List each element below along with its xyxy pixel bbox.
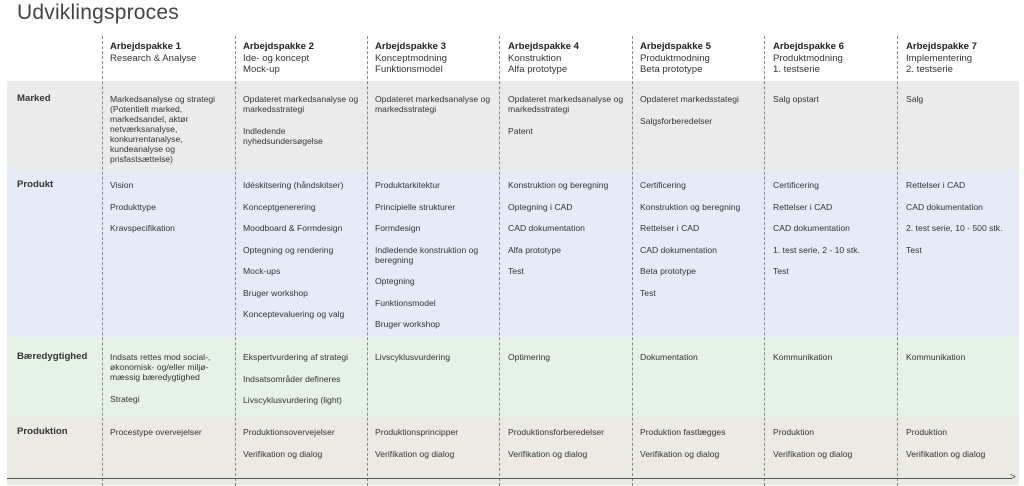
cell-item: CAD dokumentation bbox=[773, 223, 850, 233]
cell-item: Rettelser i CAD bbox=[906, 180, 966, 190]
column-header bbox=[375, 41, 503, 76]
work-package-subtitle: 2. testserie bbox=[906, 64, 953, 75]
cell-item: Livscyklusvurdering (light) bbox=[243, 395, 342, 405]
column-header bbox=[508, 41, 636, 76]
work-package-title: Arbejdspakke 3 bbox=[375, 41, 446, 52]
cell-item: Bruger workshop bbox=[243, 287, 308, 298]
column-header bbox=[640, 41, 768, 76]
cell-item: Rettelser i CAD bbox=[773, 201, 833, 212]
cell-item: Indledende nyhedsundersøgelse bbox=[243, 125, 323, 146]
cell-item: Salg bbox=[906, 94, 924, 104]
cell-item: Moodboard & Formdesign bbox=[243, 223, 343, 233]
column-divider bbox=[235, 36, 236, 486]
column-divider bbox=[499, 36, 500, 486]
column-divider bbox=[764, 36, 765, 486]
cell-item: Livscyklusvurdering bbox=[375, 352, 450, 362]
work-package-title: Arbejdspakke 6 bbox=[773, 41, 844, 52]
cell-item: Salgsforberedelser bbox=[640, 115, 713, 126]
cell-item: Konstruktion og beregning bbox=[640, 201, 741, 212]
timeline-arrow-icon: > bbox=[1010, 472, 1016, 483]
work-package-subtitle: Konceptmodning bbox=[375, 52, 448, 64]
cell-item: Kravspecifikation bbox=[110, 223, 175, 233]
row-label-produktion: Produktion bbox=[17, 426, 68, 437]
cell-item: Produktarkitektur bbox=[375, 180, 440, 190]
cell bbox=[773, 352, 895, 374]
cell bbox=[906, 352, 1024, 374]
cell-item: Produktion bbox=[773, 427, 815, 437]
cell-item: Principielle strukturer bbox=[375, 201, 456, 212]
cell-item: Bruger workshop bbox=[375, 319, 440, 329]
cell bbox=[640, 352, 762, 374]
cell bbox=[508, 94, 630, 147]
cell-item: Test bbox=[508, 266, 524, 276]
cell-item: Konstruktion og beregning bbox=[508, 180, 609, 190]
cell-item: Optegning og rendering bbox=[243, 244, 334, 255]
work-package-subtitle: Produktmodning bbox=[640, 52, 710, 64]
cell bbox=[640, 180, 762, 309]
cell-item: Verifikation og dialog bbox=[243, 448, 323, 459]
cell bbox=[508, 180, 630, 288]
column-header bbox=[243, 41, 371, 76]
cell-item: Strategi bbox=[110, 393, 140, 404]
column-header bbox=[110, 41, 238, 64]
cell-item: Verifikation og dialog bbox=[640, 448, 720, 459]
cell bbox=[773, 94, 895, 116]
cell-item: Produktion bbox=[906, 427, 948, 437]
cell bbox=[110, 180, 232, 245]
column-header bbox=[906, 41, 1024, 76]
cell-item: Indsats rettes mod social-, økonomisk- og/eller miljø-mæssig bæredygtighed bbox=[110, 352, 211, 382]
cell-item: Rettelser i CAD bbox=[640, 223, 700, 233]
cell-item: Formdesign bbox=[375, 223, 421, 233]
row-label-produkt: Produkt bbox=[17, 179, 54, 190]
column-divider bbox=[632, 36, 633, 486]
cell-item: Optegning i CAD bbox=[508, 201, 573, 212]
cell bbox=[243, 180, 365, 331]
cell-item: Optegning bbox=[375, 276, 415, 286]
work-package-subtitle: Research & Analyse bbox=[110, 52, 197, 64]
cell bbox=[640, 94, 762, 137]
work-package-subtitle: Implementering bbox=[906, 52, 973, 64]
cell-item: Test bbox=[773, 266, 789, 276]
cell-item: Kommunikation bbox=[773, 352, 833, 362]
cell bbox=[508, 427, 630, 470]
cell-item: Produkttype bbox=[110, 201, 156, 212]
cell-item: Certificering bbox=[773, 180, 819, 190]
work-package-subtitle: Alfa prototype bbox=[508, 64, 568, 75]
work-package-subtitle: Konstruktion bbox=[508, 52, 562, 64]
work-package-subtitle: Mock-up bbox=[243, 64, 280, 75]
cell-item: Indsatsområder defineres bbox=[243, 373, 341, 384]
cell-item: Alfa prototype bbox=[508, 244, 562, 255]
cell-item: Indledende konstruktion og beregning bbox=[375, 244, 479, 265]
cell bbox=[243, 352, 365, 417]
cell-item: Opdateret markedsanalyse og markedsstrategi bbox=[243, 94, 359, 114]
cell bbox=[110, 94, 232, 176]
cell bbox=[773, 427, 895, 470]
column-divider bbox=[897, 36, 898, 486]
work-package-title: Arbejdspakke 5 bbox=[640, 41, 711, 52]
timeline-axis bbox=[7, 478, 1012, 479]
cell-item: Produktionsforberedelser bbox=[508, 427, 605, 437]
cell-item: Idéskitsering (håndskitser) bbox=[243, 180, 344, 190]
cell bbox=[375, 180, 497, 341]
cell-item: Verifikation og dialog bbox=[773, 448, 853, 459]
cell bbox=[375, 352, 497, 374]
cell-item: Optimering bbox=[508, 352, 551, 362]
cell-item: Test bbox=[640, 287, 656, 298]
cell bbox=[243, 94, 365, 157]
work-package-subtitle: Beta prototype bbox=[640, 64, 703, 75]
cell bbox=[375, 94, 497, 126]
cell-item: Beta prototype bbox=[640, 266, 696, 276]
work-package-title: Arbejdspakke 7 bbox=[906, 41, 977, 52]
cell bbox=[906, 94, 1024, 116]
work-package-title: Arbejdspakke 1 bbox=[110, 41, 181, 52]
row-label-baeredygtighed: Bæredygtighed bbox=[17, 351, 88, 362]
cell bbox=[906, 180, 1024, 266]
cell-item: Mock-ups bbox=[243, 266, 281, 276]
work-package-title: Arbejdspakke 4 bbox=[508, 41, 579, 52]
cell-item: Produktionsovervejelser bbox=[243, 427, 335, 437]
work-package-subtitle: Funktionsmodel bbox=[375, 64, 443, 75]
cell bbox=[375, 427, 497, 470]
cell-item: Dokumentation bbox=[640, 352, 698, 362]
cell-item: Konceptevaluering og valg bbox=[243, 309, 345, 319]
cell-item: Ekspertvurdering af strategi bbox=[243, 352, 349, 362]
cell-item: Opdateret markedsstategi bbox=[640, 94, 739, 104]
cell-item: 2. test serie, 10 - 500 stk. bbox=[906, 223, 1003, 233]
work-package-subtitle: Ide- og koncept bbox=[243, 52, 310, 64]
cell-item: Verifikation og dialog bbox=[508, 448, 588, 459]
cell-item: Salg opstart bbox=[773, 94, 819, 104]
page-title: Udviklingsproces bbox=[17, 1, 179, 24]
cell-item: Test bbox=[906, 244, 922, 255]
cell bbox=[243, 427, 365, 470]
cell-item: Procestype overvejelser bbox=[110, 427, 202, 437]
cell bbox=[773, 180, 895, 288]
work-package-subtitle: Produktmodning bbox=[773, 52, 843, 64]
column-header bbox=[773, 41, 901, 76]
row-label-marked: Marked bbox=[17, 93, 51, 104]
cell-item: Produktion fastlægges bbox=[640, 427, 726, 437]
cell bbox=[906, 427, 1024, 470]
cell-item: Konceptgenerering bbox=[243, 201, 316, 212]
cell-item: CAD dokumentation bbox=[508, 223, 585, 233]
cell-item: Verifikation og dialog bbox=[906, 448, 986, 459]
cell-item: Kommunikation bbox=[906, 352, 966, 362]
cell-item: Funktionsmodel bbox=[375, 297, 436, 308]
cell-item: Patent bbox=[508, 125, 533, 136]
cell-item: Vision bbox=[110, 180, 134, 190]
cell-item: Opdateret markedsanalyse og markedsstrategi bbox=[508, 94, 624, 114]
cell bbox=[508, 352, 630, 374]
work-package-subtitle: 1. testserie bbox=[773, 64, 820, 75]
cell-item: Produktionsprincipper bbox=[375, 427, 459, 437]
column-divider bbox=[367, 36, 368, 486]
cell-item: Certificering bbox=[640, 180, 686, 190]
cell-item: Verifikation og dialog bbox=[375, 448, 455, 459]
cell-item: CAD dokumentation bbox=[640, 244, 717, 255]
cell bbox=[640, 427, 762, 470]
cell-item: CAD dokumentation bbox=[906, 201, 983, 212]
cell-item: 1. test serie, 2 - 10 stk. bbox=[773, 244, 860, 255]
cell bbox=[110, 352, 232, 415]
column-divider bbox=[102, 36, 103, 486]
cell bbox=[110, 427, 232, 449]
cell-item: Markedsanalyse og strategi (Potentielt marked, markedsandel, aktør netværksanalyse, konkurrentanalyse, kundeanalyse og prisfastsættelse) bbox=[110, 94, 216, 164]
work-package-title: Arbejdspakke 2 bbox=[243, 41, 314, 52]
cell-item: Opdateret markedsanalyse og markedsstrategi bbox=[375, 94, 491, 114]
